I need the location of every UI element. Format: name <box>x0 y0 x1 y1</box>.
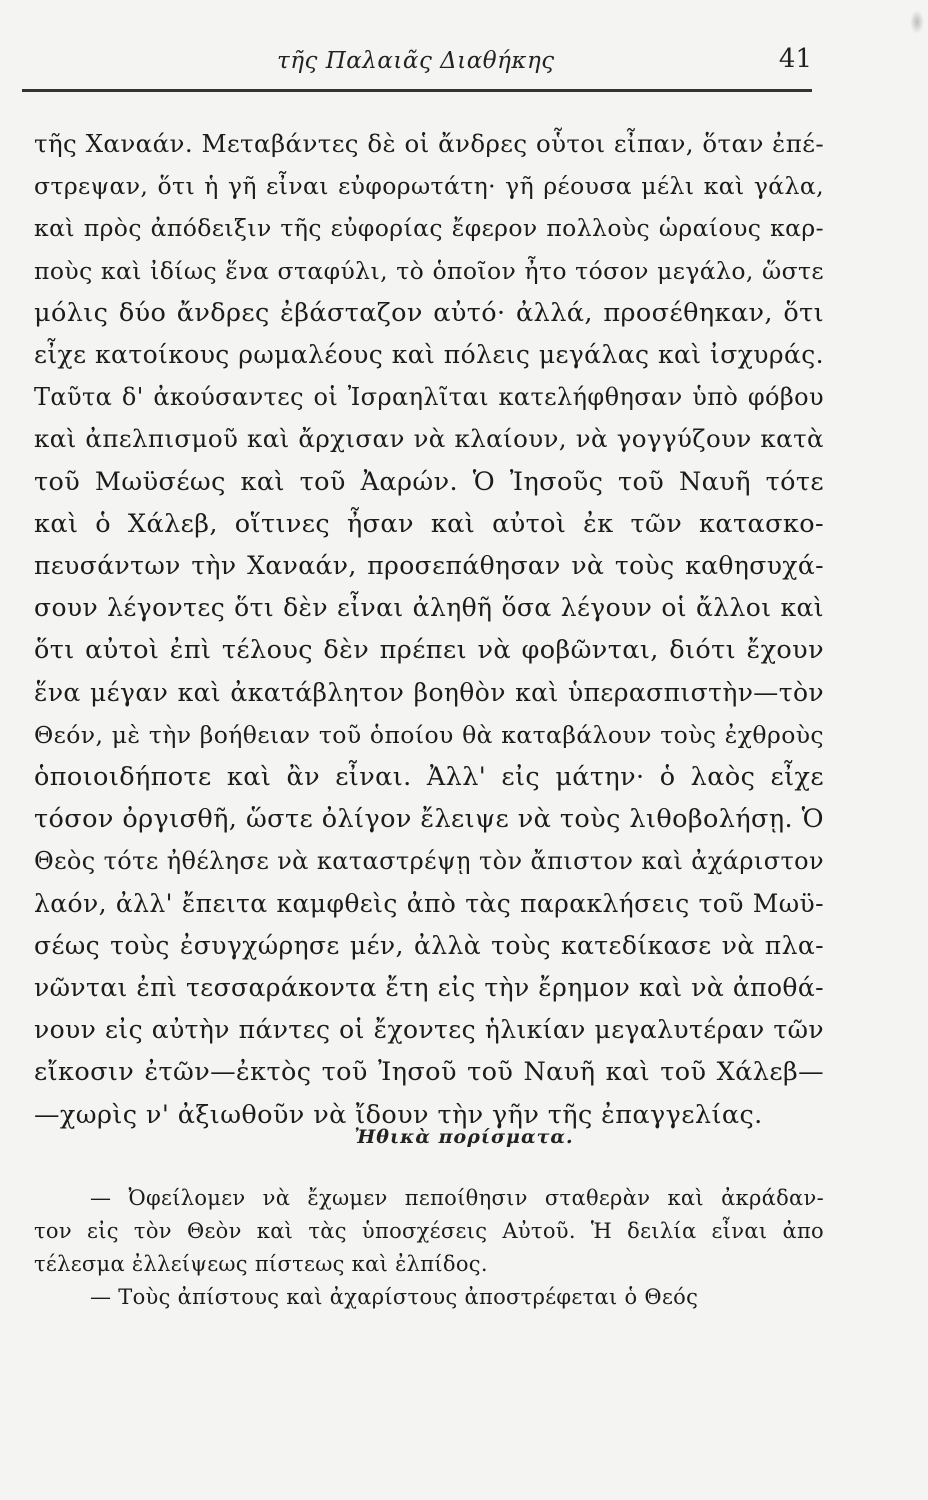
text-line: εἴκοσιν ἐτῶν—ἐκτὸς τοῦ Ἰησοῦ τοῦ Ναυῆ καὶ τοῦ Χάλεβ— <box>34 1057 824 1088</box>
text-line: Ταῦτα δ' ἀκούσαντες οἱ Ἰσραηλῖται κατελήφθησαν ὑπὸ φόβου <box>34 383 824 412</box>
moral-line: — Ὀφείλομεν νὰ ἔχωμεν πεποίθησιν σταθερὰν καὶ ἀκράδαν- <box>90 1186 824 1210</box>
moral-line: τον εἰς τὸν Θεὸν καὶ τὰς ὑποσχέσεις Αὐτοῦ. Ἡ δειλία εἶναι ἀπο <box>34 1219 824 1243</box>
text-line: τόσον ὀργισθῆ, ὥστε ὀλίγον ἔλειψε νὰ τοὺς λιθοβολήσῃ. Ὁ <box>34 804 824 835</box>
moral-line: — Τοὺς ἀπίστους καὶ ἀχαρίστους ἀποστρέφεται ὁ Θεός <box>90 1285 699 1309</box>
text-line: ἕνα μέγαν καὶ ἀκατάβλητον βοηθὸν καὶ ὑπερασπιστὴν—τὸν <box>34 677 824 707</box>
text-line: Θεόν, μὲ τὴν βοήθειαν τοῦ ὁποίου θὰ καταβάλουν τοὺς ἐχθροὺς <box>34 720 824 749</box>
section-heading: Ἠθικὰ πορίσματα. <box>354 1126 574 1148</box>
text-line: στρεψαν, ὅτι ἡ γῆ εἶναι εὐφορωτάτη· γῆ ρέουσα μέλι καὶ γάλα, <box>34 172 824 201</box>
text-line: Θεὸς τότε ἠθέλησε νὰ καταστρέψῃ τὸν ἄπιστον καὶ ἀχάριστον <box>34 847 825 876</box>
text-line: λαόν, ἀλλ' ἔπειτα καμφθεὶς ἀπὸ τὰς παρακλήσεις τοῦ Μωϋ- <box>34 888 824 918</box>
text-line: καὶ ἀπελπισμοῦ καὶ ἄρχισαν νὰ κλαίουν, νὰ γογγύζουν κατὰ <box>34 424 824 454</box>
text-line: τῆς Χαναάν. Μεταβάντες δὲ οἱ ἄνδρες οὗτοι εἶπαν, ὅταν ἐπέ- <box>34 129 824 158</box>
body-paragraph <box>34 123 824 1136</box>
text-line: μόλις δύο ἄνδρες ἐβάσταζον αὐτό· ἀλλά, προσέθηκαν, ὅτι <box>34 297 824 328</box>
text-line: εἶχε κατοίκους ρωμαλέους καὶ πόλεις μεγάλας καὶ ἰσχυράς. <box>34 340 824 370</box>
header-rule <box>22 89 812 92</box>
moral-line: τέλεσμα ἐλλείψεως πίστεως καὶ ἐλπίδος. <box>34 1252 488 1276</box>
text-line: τοῦ Μωϋσέως καὶ τοῦ Ἀαρών. Ὁ Ἰησοῦς τοῦ Ναυῆ τότε <box>34 466 824 497</box>
text-line: νουν εἰς αὐτὴν πάντες οἱ ἔχοντες ἡλικίαν μεγαλυτέραν τῶν <box>34 1015 824 1045</box>
text-line: πευσάντων τὴν Χαναάν, προσεπάθησαν νὰ τοὺς καθησυχά- <box>34 551 824 581</box>
text-line: ποὺς καὶ ἰδίως ἕνα σταφύλι, τὸ ὁποῖον ἦτο τόσον μεγάλο, ὥστε <box>34 256 824 285</box>
text-line: σέως τοὺς ἐσυγχώρησε μέν, ἀλλὰ τοὺς κατεδίκασε νὰ πλα- <box>34 930 824 960</box>
text-line: ὁποιοιδήποτε καὶ ἂν εἶναι. Ἀλλ' εἰς μάτην· ὁ λαὸς εἶχε <box>34 762 824 793</box>
running-head: τῆς Παλαιᾶς Διαθήκης <box>277 48 555 74</box>
text-line: σουν λέγοντες ὅτι δὲν εἶναι ἀληθῆ ὅσα λέγουν οἱ ἄλλοι καὶ <box>34 593 824 623</box>
text-line: —χωρὶς ν' ἀξιωθοῦν νὰ ἴδουν τὴν γῆν τῆς ἐπαγγελίας. <box>34 1099 763 1130</box>
morals-list <box>34 1182 824 1314</box>
text-line: νῶνται ἐπὶ τεσσαράκοντα ἔτη εἰς τὴν ἔρημον καὶ νὰ ἀποθά- <box>34 973 824 1003</box>
page-header <box>22 38 812 92</box>
text-line: ὅτι αὐτοὶ ἐπὶ τέλους δὲν πρέπει νὰ φοβῶνται, διότι ἔχουν <box>34 635 824 666</box>
page-number: 41 <box>778 44 812 74</box>
text-line: καὶ πρὸς ἀπόδειξιν τῆς εὐφορίας ἔφερον πολλοὺς ὡραίους καρ- <box>34 214 824 243</box>
ink-smudge <box>910 10 924 34</box>
text-line: καὶ ὁ Χάλεβ, οἵτινες ἦσαν καὶ αὐτοὶ ἐκ τῶν κατασκο- <box>34 508 824 539</box>
